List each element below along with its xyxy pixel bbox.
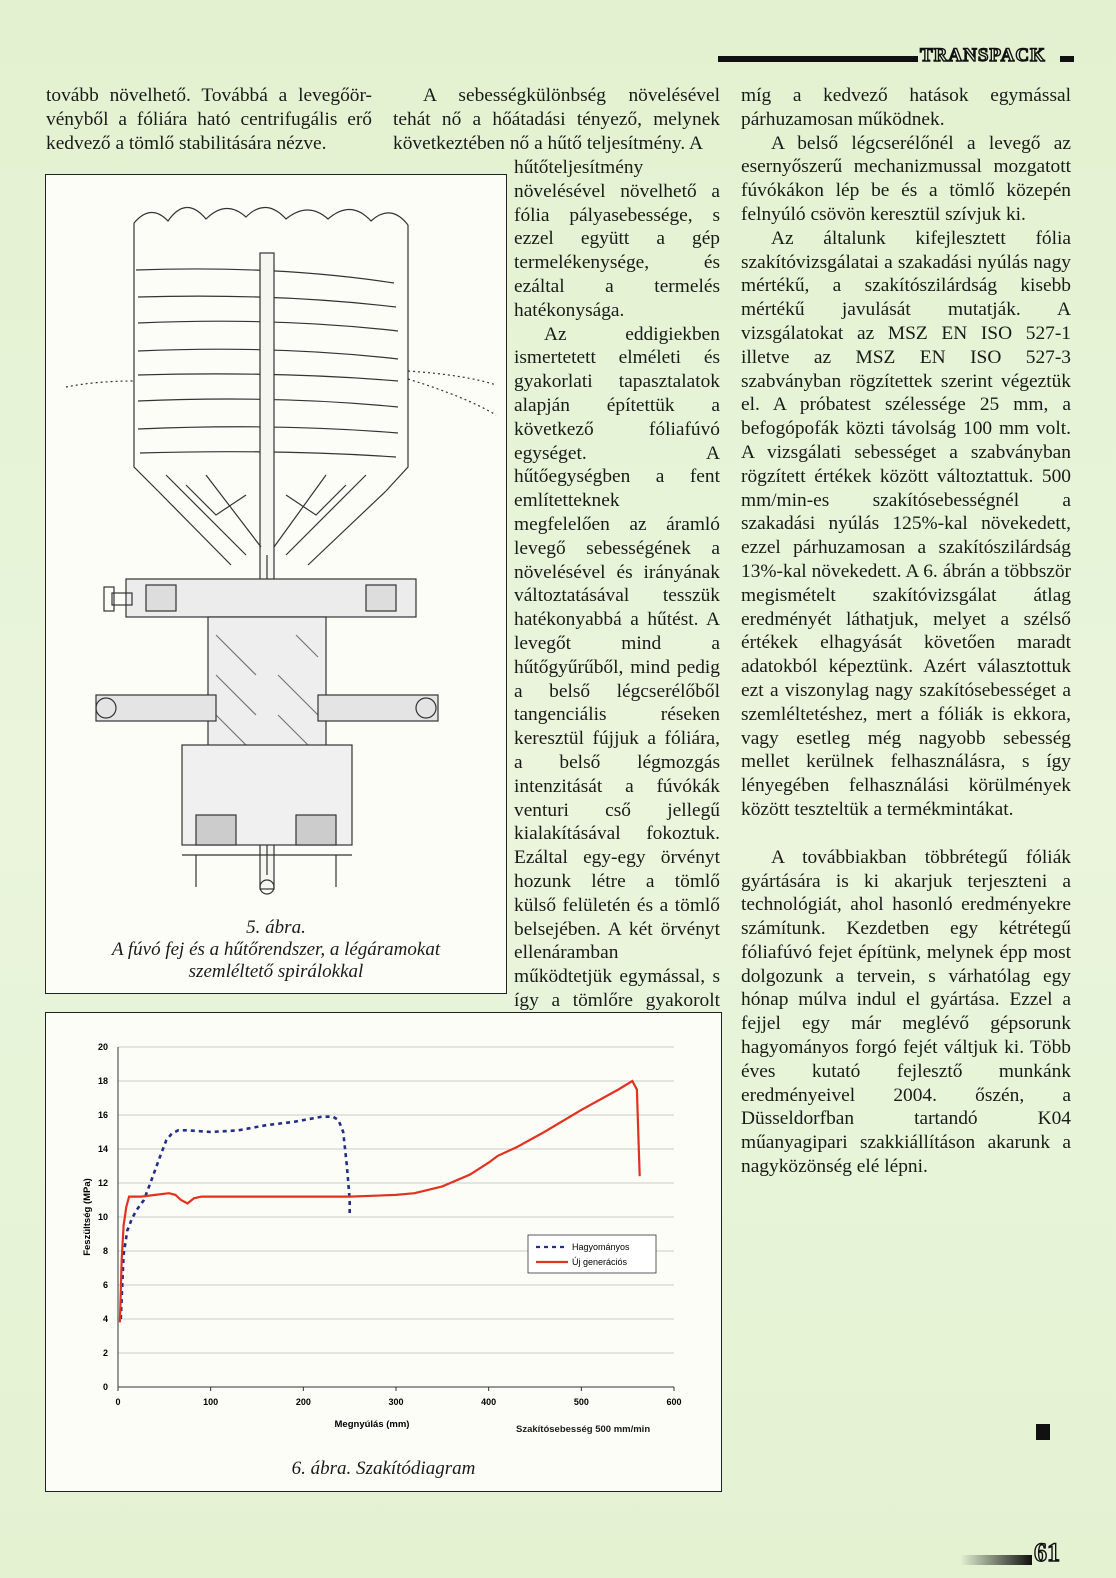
x-tick-label: 0: [115, 1397, 121, 1407]
x-tick-label: 600: [666, 1397, 682, 1407]
header-rule: [718, 56, 918, 62]
paragraph: A sebességkülönbség növelésével tehát nő a hőátadási tényező, melynek következtében nő a hűtő teljesítmény. A: [393, 85, 720, 154]
y-tick-label: 20: [97, 1042, 108, 1052]
left-column: [46, 84, 372, 155]
page-number-bar: [960, 1555, 1032, 1565]
y-tick-label: 2: [102, 1348, 108, 1358]
figure-number: 5. ábra.: [246, 917, 306, 938]
header-brand: TRANSPACK: [920, 45, 1046, 66]
end-marker: [1036, 1424, 1050, 1440]
series-line-1: [121, 1117, 350, 1319]
figure-5-caption: [46, 917, 506, 983]
x-tick-label: 200: [295, 1397, 311, 1407]
x-tick-label: 500: [573, 1397, 589, 1407]
x-tick-label: 400: [481, 1397, 497, 1407]
legend-box: [528, 1235, 656, 1273]
paragraph: míg a kedvező hatások egymással párhuzamosan működnek.: [741, 85, 1071, 130]
paragraph: hűtőteljesítmény növelésével növelhető a fólia pályasebessége, s ezzel együtt a gép termelékenysége, és ezáltal a termelés hatékonysága.: [514, 157, 720, 321]
y-tick-label: 16: [97, 1110, 108, 1120]
y-axis-label: Feszültség (MPa): [82, 1178, 93, 1256]
paragraph: tovább növelhető. Továbbá a levegőör-vényből a fóliára ható centrifugális erő kedvező a tömlő stabilitására nézve.: [46, 85, 372, 154]
y-tick-label: 0: [102, 1382, 108, 1392]
header-rule-end: [1060, 56, 1074, 62]
legend-label: Hagyományos: [572, 1242, 630, 1252]
x-axis-label: Megnyúlás (mm): [334, 1419, 410, 1430]
y-tick-label: 10: [97, 1212, 108, 1222]
right-column: [741, 84, 1071, 1179]
blowing-head-drawing: [46, 175, 506, 915]
paragraph: Az eddigiekben ismertetett elméleti és gyakorlati tapasztalatok alapján építettük a következő fóliafúvó egységet. A hűtőegységben a fent említetteknek megfelelően az áramló levegő sebességének a növelésével és irányának változtatásával tesszük hatékonyabbá a hűtést. A levegőt mind a hűtőgyűrűből, mind pedig a belső légcserélőből tangenciális réseken keresztül fújjuk a fóliára, a belső légmozgás intenzitását a fúvókák venturi cső jellegű kialakításával fokoztuk. Ezáltal egy-egy örvényt hozunk létre a tömlő külső felületén és a tömlő belsejében. A két örvényt ellenáramban működtetjük egymással, s így a tömlőre gyakorolt: [514, 323, 720, 1011]
caption-line: szemléltető spirálokkal: [188, 961, 364, 982]
caption-line: A fúvó fej és a hűtőrendszer, a légáramokat: [111, 939, 441, 960]
paragraph: A továbbiakban többrétegű fóliák gyártására is ki akarjuk terjeszteni a technológiát, ahol hasonló eredményekre számítunk. Kezdetben egy kétrétegű fóliafúvó fejet építünk, melynek épp most dolgozunk a tervein, s várhatólag egy hónap múlva indul el gyártása. Ezzel a fejjel egy már meglévő gépsorunk hagyományos forgó fejét váltjuk ki. Több éves kutató fejlesztő munkánk eredményeivel 2004. őszén, a Düsseldorfban tartandó K04 műanyagipari szakkiállításon akarunk a nagyközönség elé lépni.: [741, 846, 1071, 1178]
middle-column-top: [393, 84, 720, 155]
y-tick-label: 6: [102, 1280, 108, 1290]
chart-note: Szakítósebesség 500 mm/min: [516, 1424, 651, 1435]
page-number: 61: [1034, 1538, 1060, 1567]
legend-label: Új generációs: [572, 1257, 628, 1267]
figure-5: [45, 174, 507, 994]
tensile-chart: [46, 1013, 721, 1453]
paragraph: A belső légcserélőnél a levegő az esernyőszerű mechanizmussal mozgatott fúvókákon lép be és a tömlő közepén felnyúló csövön keresztül szívjuk ki.: [741, 132, 1071, 225]
y-tick-label: 12: [97, 1178, 108, 1188]
y-tick-label: 18: [97, 1076, 108, 1086]
x-tick-label: 300: [388, 1397, 404, 1407]
figure-6: [45, 1012, 722, 1492]
y-tick-label: 14: [97, 1144, 108, 1154]
y-tick-label: 8: [102, 1246, 108, 1256]
figure-6-caption: 6. ábra. Szakítódiagram: [291, 1458, 476, 1479]
middle-column: [514, 156, 720, 1060]
series-line-2: [120, 1081, 640, 1322]
y-tick-label: 4: [102, 1314, 108, 1324]
x-tick-label: 100: [203, 1397, 219, 1407]
paragraph: Az általunk kifejlesztett fólia szakítóvizsgálatai a szakadási nyúlás nagy mértékű, a szakítószilárdság kisebb mértékű javulását mutatják. A vizsgálatokat az MSZ EN ISO 527-1 illetve az MSZ EN ISO 527-3 szabványban rögzítettek szerint végeztük el. A próbatest szélessége 25 mm, a befogópofák közti távolság 100 mm volt. A vizsgálati sebességet a szabványban rögzített értékek között változtattuk. 500 mm/min-es szakítósebességnél a szakadási nyúlás 125%-kal növekedett, ezzel párhuzamosan a szakítószilárdság 13%-kal növekedett. A 6. ábrán a többször megismételt szakítóvizsgálat átlag eredményét láthatjuk, melyet a szélső értékek elhagyását követően maradt adatokból képeztünk. Azért választottuk ezt a viszonylag nagy szakítósebességet a szemléltetéshez, mert a fóliák is ekkora, vagy esetleg még nagyobb sebesség mellet kerülnek felhasználásra, s így lényegében felhasználási körülmények között teszteltük a termékmintákat.: [741, 227, 1071, 820]
